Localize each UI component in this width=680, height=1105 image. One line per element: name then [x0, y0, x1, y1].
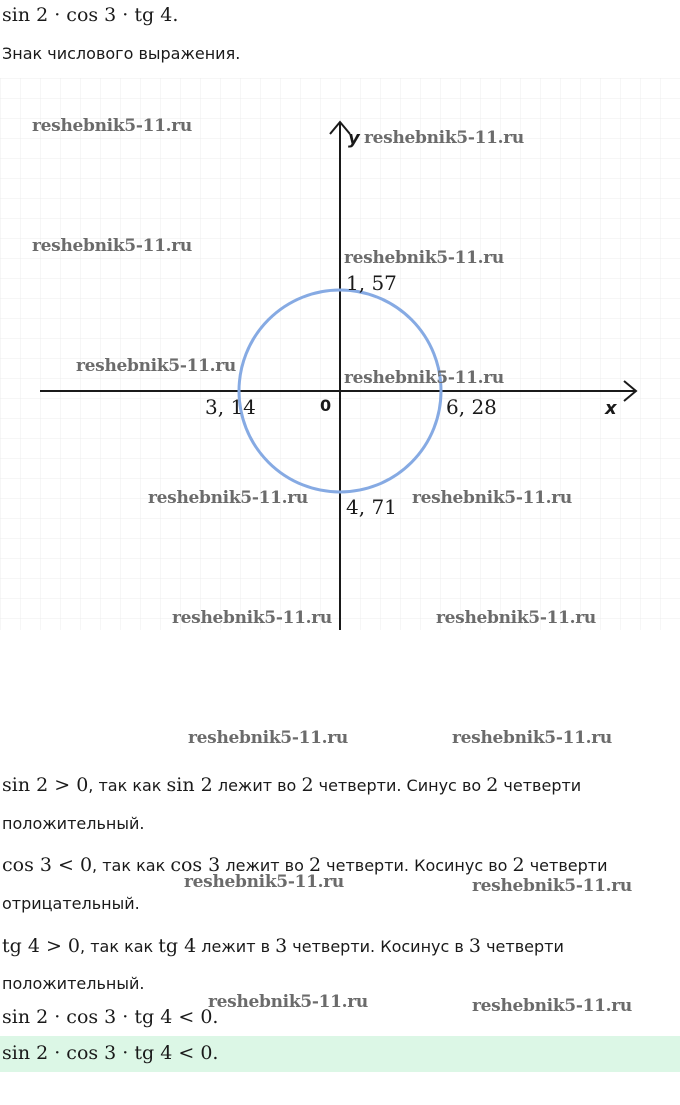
unit-circle-figure — [0, 78, 680, 630]
text-inline: лежит в — [196, 937, 276, 956]
answer-highlight — [0, 1036, 680, 1072]
text-inline: четверти — [481, 937, 564, 956]
y-axis-label: y — [348, 128, 360, 149]
watermark: reshebnik5-11.ru — [32, 236, 192, 256]
watermark: reshebnik5-11.ru — [344, 248, 504, 268]
text-inline: четверти — [498, 776, 582, 795]
math-inline: 2 — [308, 854, 322, 876]
math-inline: sin 2 > 0 — [2, 774, 89, 796]
watermark: reshebnik5-11.ru — [436, 608, 596, 628]
origin-label: 0 — [320, 396, 332, 415]
math-inline: tg 4 — [158, 935, 197, 957]
math-inline: sin 2 — [166, 774, 213, 796]
watermark: reshebnik5-11.ru — [172, 608, 332, 628]
watermark: reshebnik5-11.ru — [412, 488, 572, 508]
text-inline: , так как — [80, 937, 159, 956]
label-6-28: 6, 28 — [446, 395, 497, 419]
math-inline: cos 3 — [170, 854, 221, 876]
math-inline: 2 — [486, 774, 499, 796]
text-inline: четверти — [524, 856, 608, 875]
watermark: reshebnik5-11.ru — [364, 128, 524, 148]
label-3-14: 3, 14 — [205, 395, 256, 419]
watermark: reshebnik5-11.ru — [184, 872, 344, 892]
watermark: reshebnik5-11.ru — [76, 356, 236, 376]
watermark: reshebnik5-11.ru — [188, 728, 348, 748]
text-inline: четверти. Синус во — [313, 776, 487, 795]
solution-line-2 — [2, 854, 608, 876]
solution-line-3 — [2, 935, 564, 957]
label-1-57: 1, 57 — [346, 271, 397, 295]
math-inline: cos 3 < 0 — [2, 854, 93, 876]
watermark: reshebnik5-11.ru — [452, 728, 612, 748]
watermark: reshebnik5-11.ru — [344, 368, 504, 388]
watermark: reshebnik5-11.ru — [472, 996, 632, 1016]
math-inline: tg 4 > 0 — [2, 935, 81, 957]
solution-line-1-cont: положительный. — [2, 814, 145, 833]
text-inline: лежит во — [220, 856, 309, 875]
text-inline: лежит во — [212, 776, 302, 795]
watermark: reshebnik5-11.ru — [148, 488, 308, 508]
solution-line-3-cont: положительный. — [2, 974, 145, 993]
text-inline: , так как — [88, 776, 167, 795]
watermark: reshebnik5-11.ru — [472, 876, 632, 896]
text-inline: четверти. Косинус в — [287, 937, 469, 956]
label-4-71: 4, 71 — [346, 495, 397, 519]
answer: sin 2 · cos 3 · tg 4 < 0. — [2, 1042, 219, 1064]
math-inline: 2 — [301, 774, 314, 796]
watermark: reshebnik5-11.ru — [208, 992, 368, 1012]
solution-line-2-cont: отрицательный. — [2, 894, 140, 913]
expression-title: sin 2 · cos 3 · tg 4. — [2, 4, 179, 26]
solution-line-1 — [2, 774, 581, 796]
subtitle: Знак числового выражения. — [2, 44, 241, 63]
math-inline: 3 — [468, 935, 481, 957]
conclusion: sin 2 · cos 3 · tg 4 < 0. — [2, 1006, 219, 1028]
math-inline: 2 — [512, 854, 525, 876]
watermark: reshebnik5-11.ru — [32, 116, 192, 136]
x-axis-label: x — [605, 398, 617, 419]
figure-canvas — [0, 78, 680, 630]
text-inline: четверти. Косинус во — [321, 856, 513, 875]
math-inline: 3 — [275, 935, 288, 957]
text-inline: , так как — [92, 856, 171, 875]
